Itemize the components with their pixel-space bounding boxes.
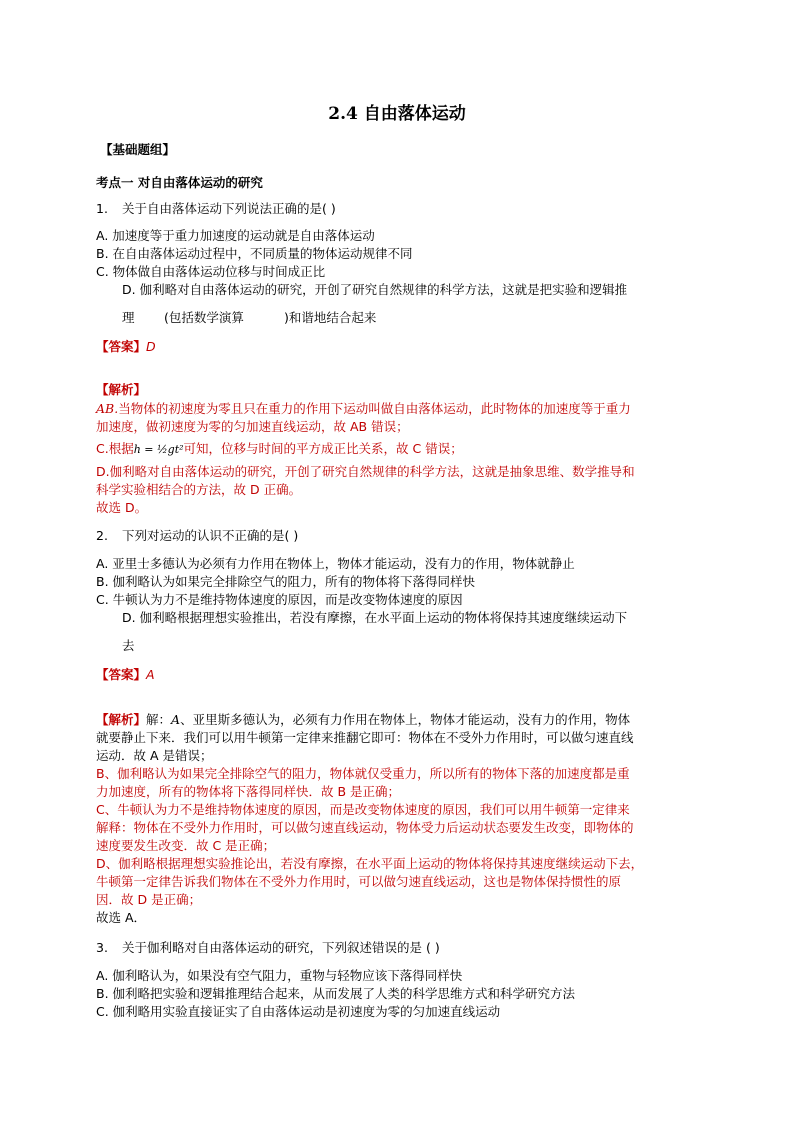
q1-number: 1. [96, 201, 108, 216]
q3-number: 3. [96, 940, 108, 955]
q2-analysis-line11: 因．故 D 是正确； [96, 892, 202, 907]
q1-option-b: B. 在自由落体运动过程中，不同质量的物体运动规律不同 [96, 246, 413, 261]
topic-heading: 考点一 对自由落体运动的研究 [96, 175, 263, 190]
q1-analysis-prefix3: C.根据 [96, 441, 134, 456]
q2-analysis-line4: B、伽利略认为如果完全排除空气的阻力，物体就仅受重力，所以所有的物体下落的加速度都是重 [96, 766, 630, 781]
q1-stem: 关于自由落体运动下列说法正确的是( ) [122, 201, 336, 216]
q2-option-b: B. 伽利略认为如果完全排除空气的阻力，所有的物体将下落得同样快 [96, 574, 476, 589]
q3-option-a: A. 伽利略认为，如果没有空气阻力，重物与轻物应该下落得同样快 [96, 968, 463, 983]
q3-stem: 关于伽利略对自由落体运动的研究，下列叙述错误的是 ( ) [122, 940, 440, 955]
q2-analysis-line9: D、伽利略根据理想实验推论出，若没有摩擦，在水平面上运动的物体将保持其速度继续运动下去， [96, 856, 644, 871]
q1-analysis-line5: 科学实验相结合的方法，故 D 正确。 [96, 482, 302, 497]
q1-analysis-line6: 故选 D。 [96, 500, 148, 515]
q1-answer [96, 337, 156, 355]
q1-analysis-line2: 加速度，做初速度为零的匀加速直线运动，故 AB 错误； [96, 419, 409, 434]
q1-analysis-text1: 当物体的初速度为零且只在重力的作用下运动叫做自由落体运动，此时物体的加速度等于重力 [118, 401, 631, 416]
q2-analysis-line1 [96, 711, 630, 729]
q2-answer [96, 665, 155, 683]
q2-answer-value: A [146, 667, 155, 682]
page-title: 2.4 自由落体运动 [328, 104, 466, 124]
q2-analysis-label: 【解析】 [96, 712, 147, 727]
q1-analysis-line1 [96, 400, 631, 418]
q2-analysis-solve: 解： [146, 712, 172, 727]
q1-answer-label: 【答案】 [96, 339, 147, 354]
q1-analysis-formula: h = ½gt² [133, 443, 184, 456]
q2-option-a: A. 亚里士多德认为必须有力作用在物体上，物体才能运动，没有力的作用，物体就静止 [96, 556, 575, 571]
q2-analysis-line5: 力加速度，所有的物体将下落得同样快．故 B 是正确； [96, 784, 401, 799]
q1-analysis-line3 [96, 440, 463, 459]
q2-analysis-line10: 牛顿第一定律告诉我们物体在不受外力作用时，可以做匀速直线运动，这也是物体保持惯性的原 [96, 874, 622, 889]
q2-analysis-line2: 就要静止下来．我们可以用牛顿第一定律来推翻它即可：物体在不受外力作用时，可以做匀速直线 [96, 730, 634, 745]
q1-analysis-text3: 可知，位移与时间的平方成正比关系，故 C 错误； [183, 441, 463, 456]
q1-option-d-line1: D. 伽利略对自由落体运动的研究，开创了研究自然规律的科学方法，这就是把实验和逻辑推 [122, 282, 628, 297]
q3-option-c: C. 伽利略用实验直接证实了自由落体运动是初速度为零的匀加速直线运动 [96, 1004, 501, 1019]
q1-analysis-line4: D.伽利略对自由落体运动的研究，开创了研究自然规律的科学方法，这就是抽象思维、数学推导和 [96, 464, 635, 479]
q2-stem: 下列对运动的认识不正确的是( ) [122, 528, 299, 543]
q2-number: 2. [96, 528, 108, 543]
q2-option-d-line1: D. 伽利略根据理想实验推出，若没有摩擦，在水平面上运动的物体将保持其速度继续运动下 [122, 610, 628, 625]
q3-option-b: B. 伽利略把实验和逻辑推理结合起来，从而发展了人类的科学思维方式和科学研究方法 [96, 986, 576, 1001]
q1-option-d-line2b: (包括数学演算 [164, 310, 244, 325]
q2-analysis-text1: 、亚里斯多德认为，必须有力作用在物体上，物体才能运动，没有力的作用，物体 [180, 712, 631, 727]
q2-analysis-line12: 故选 A． [96, 910, 147, 925]
q1-option-c: C. 物体做自由落体运动位移与时间成正比 [96, 264, 326, 279]
section-heading: 【基础题组】 [100, 142, 176, 157]
q1-answer-value: D [146, 339, 156, 354]
q2-analysis-a: A [171, 712, 181, 727]
q1-option-d-line2a: 理 [122, 310, 135, 325]
q2-analysis-line3: 运动．故 A 是错误； [96, 748, 213, 763]
q2-option-c: C. 牛顿认为力不是维持物体速度的原因，而是改变物体速度的原因 [96, 592, 463, 607]
q1-analysis-prefix: AB. [96, 401, 119, 416]
q1-analysis-label: 【解析】 [96, 382, 147, 397]
q1-option-d-line2c: )和谐地结合起来 [284, 310, 377, 325]
q2-answer-label: 【答案】 [96, 667, 147, 682]
q2-analysis-line8: 速度要发生改变．故 C 是正确； [96, 838, 276, 853]
q2-analysis-line6: C、牛顿认为力不是维持物体速度的原因，而是改变物体速度的原因，我们可以用牛顿第一定律来 [96, 802, 630, 817]
q2-option-d-line2: 去 [122, 638, 135, 653]
q1-option-a: A. 加速度等于重力加速度的运动就是自由落体运动 [96, 228, 375, 243]
q2-analysis-line7: 解释：物体在不受外力作用时，可以做匀速直线运动，物体受力后运动状态要发生改变，即物体的 [96, 820, 634, 835]
